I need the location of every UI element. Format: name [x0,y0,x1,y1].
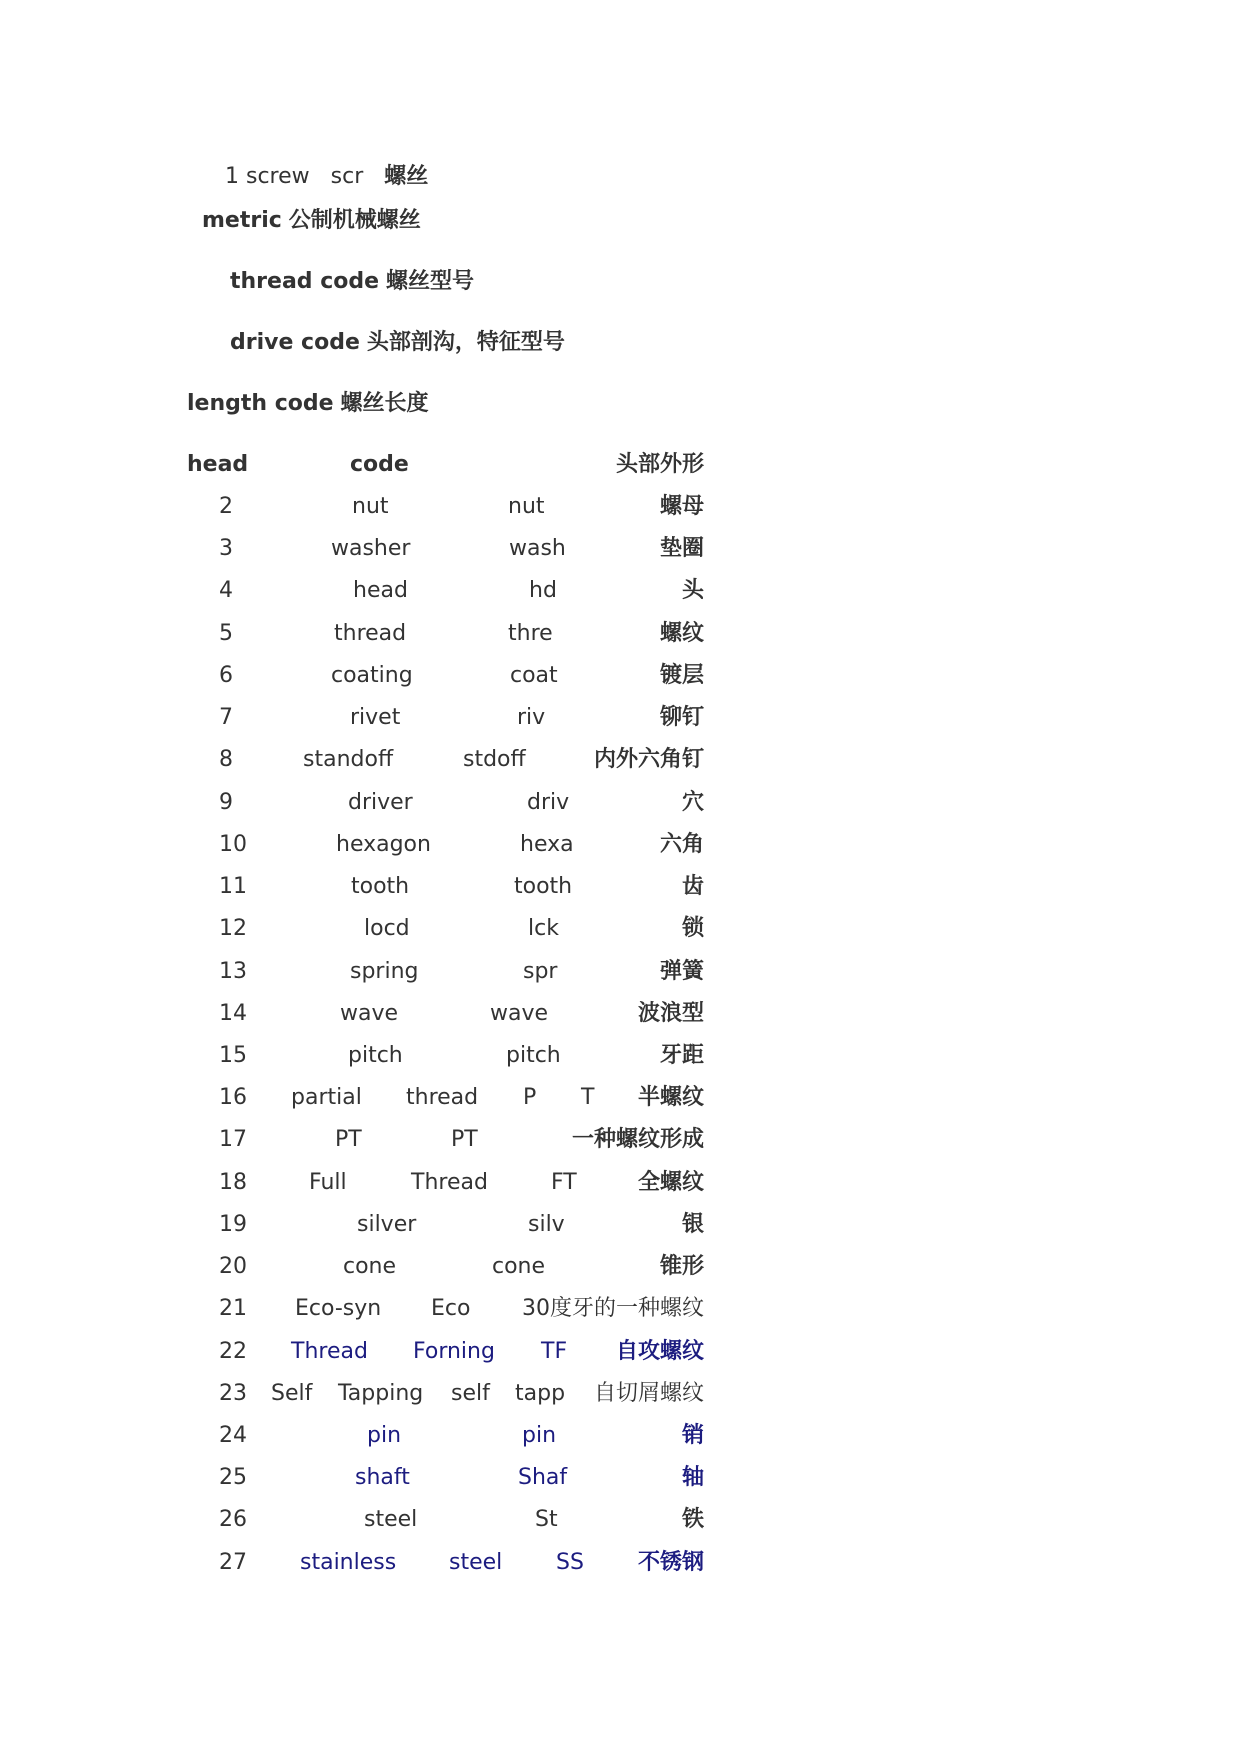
row-word-2: Forning [413,1339,495,1364]
intro-abbr: scr [330,164,364,189]
row-number: 2 [219,494,233,519]
row-number: 19 [219,1212,247,1237]
row-zh: 螺纹 [659,621,704,646]
table-row [0,1003,1240,1031]
row-zh: 自切屑螺纹 [593,1381,704,1406]
table-row [0,1214,1240,1242]
table-row [0,1467,1240,1495]
row-word: Thread [291,1339,368,1364]
table-row [0,1298,1240,1326]
row-number: 9 [219,790,233,815]
row-zh: 轴 [681,1465,704,1490]
row-word: Self [271,1381,313,1406]
row-number: 18 [219,1170,247,1195]
row-zh: 30度牙的一种螺纹 [522,1296,704,1321]
row-zh: 销 [681,1423,704,1448]
row-number: 8 [219,747,233,772]
row-word: standoff [303,747,394,772]
row-abbr: driv [527,790,570,815]
row-word-2: Thread [411,1170,488,1195]
row-number: 3 [219,536,233,561]
table-header [0,454,1240,482]
row-abbr: hd [529,578,557,603]
row-zh: 铁 [681,1507,704,1532]
intro-word: screw [246,164,310,189]
row-abbr: spr [523,959,558,984]
table-row [0,623,1240,651]
row-zh: 锁 [681,916,704,941]
row-word: head [353,578,408,603]
row-number: 10 [219,832,247,857]
row-word-2: thread [406,1085,479,1110]
table-row [0,1425,1240,1453]
row-abbr: thre [508,621,553,646]
intro-number: 1 [225,164,239,189]
row-word: coating [331,663,413,688]
row-zh: 内外六角钉 [593,747,704,772]
row-abbr: riv [517,705,546,730]
row-zh: 不锈钢 [637,1550,704,1575]
row-zh: 头 [681,578,704,603]
table-row [0,1256,1240,1284]
row-number: 4 [219,578,233,603]
row-word: pin [367,1423,402,1448]
row-abbr: coat [510,663,558,688]
row-word: stainless [300,1550,397,1575]
row-word: silver [357,1212,417,1237]
row-abbr: self [451,1381,490,1406]
row-word: Full [309,1170,347,1195]
row-number: 20 [219,1254,247,1279]
row-abbr: lck [528,916,559,941]
row-word: shaft [355,1465,410,1490]
thread-code-label: thread code [230,269,380,294]
row-zh: 铆钉 [659,705,704,730]
row-abbr-2: T [581,1085,595,1110]
row-zh: 半螺纹 [637,1085,704,1110]
row-zh: 锥形 [659,1254,704,1279]
row-word: wave [340,1001,399,1026]
table-row [0,1172,1240,1200]
row-zh: 弹簧 [659,959,704,984]
intro-zh: 螺丝 [384,164,429,189]
thread-code-zh: 螺丝型号 [386,269,475,294]
row-word: steel [364,1507,418,1532]
drive-code-label: drive code [230,330,360,355]
row-abbr: TF [541,1339,568,1364]
intro-line-length-code [187,393,429,415]
row-number: 14 [219,1001,247,1026]
row-number: 22 [219,1339,247,1364]
row-zh: 自攻螺纹 [615,1339,704,1364]
row-number: 17 [219,1127,247,1152]
row-word: pitch [348,1043,403,1068]
table-row [0,538,1240,566]
header-head: head [187,452,249,477]
row-abbr: PT [451,1127,478,1152]
row-abbr: silv [528,1212,565,1237]
table-row [0,1552,1240,1580]
row-number: 6 [219,663,233,688]
row-zh: 螺母 [659,494,704,519]
row-abbr-2: tapp [515,1381,566,1406]
table-row [0,1509,1240,1537]
row-number: 23 [219,1381,247,1406]
row-zh: 全螺纹 [637,1170,704,1195]
row-abbr: cone [492,1254,546,1279]
row-abbr: nut [508,494,545,519]
table-row [0,749,1240,777]
row-abbr: pin [522,1423,557,1448]
row-word: thread [334,621,407,646]
row-number: 27 [219,1550,247,1575]
row-word: locd [364,916,410,941]
row-number: 16 [219,1085,247,1110]
row-number: 21 [219,1296,247,1321]
intro-line-drive-code [230,332,565,354]
drive-code-zh: 头部剖沟，特征型号 [366,330,565,355]
row-abbr: Shaf [518,1465,568,1490]
row-number: 24 [219,1423,247,1448]
row-abbr: wash [509,536,566,561]
row-abbr: Eco [431,1296,471,1321]
table-row [0,792,1240,820]
length-code-zh: 螺丝长度 [340,391,429,416]
table-row [0,665,1240,693]
row-word: cone [343,1254,397,1279]
table-row [0,1087,1240,1115]
intro-line-metric [202,210,421,232]
row-abbr: hexa [520,832,574,857]
table-row [0,1129,1240,1157]
row-number: 13 [219,959,247,984]
row-zh: 牙距 [659,1043,704,1068]
row-word: hexagon [336,832,431,857]
header-code: code [350,452,409,477]
row-word: tooth [351,874,410,899]
table-row [0,961,1240,989]
row-zh: 镀层 [659,663,704,688]
row-number: 7 [219,705,233,730]
row-word-2: steel [449,1550,503,1575]
row-abbr: FT [551,1170,577,1195]
row-word: spring [350,959,419,984]
row-abbr: tooth [514,874,573,899]
table-row [0,496,1240,524]
table-row [0,1341,1240,1369]
row-word: rivet [350,705,401,730]
row-zh: 银 [681,1212,704,1237]
intro-line-screw [225,166,428,188]
table-row [0,1045,1240,1073]
row-abbr: stdoff [463,747,526,772]
row-number: 15 [219,1043,247,1068]
row-zh: 齿 [681,874,704,899]
row-word: driver [348,790,413,815]
row-number: 11 [219,874,247,899]
table-row [0,1383,1240,1411]
row-number: 5 [219,621,233,646]
table-row [0,834,1240,862]
row-zh: 波浪型 [637,1001,704,1026]
row-zh: 六角 [659,832,704,857]
row-word: PT [335,1127,362,1152]
row-abbr: St [535,1507,558,1532]
row-number: 12 [219,916,247,941]
row-zh: 穴 [681,790,704,815]
row-zh: 垫圈 [659,536,704,561]
table-row [0,580,1240,608]
table-row [0,918,1240,946]
table-row [0,876,1240,904]
row-word: Eco-syn [295,1296,382,1321]
header-head-shape: 头部外形 [615,452,704,477]
metric-zh: 公制机械螺丝 [288,208,421,233]
metric-label: metric [202,208,282,233]
length-code-label: length code [187,391,334,416]
row-word: partial [291,1085,362,1110]
row-word-2: Tapping [338,1381,424,1406]
row-abbr: pitch [506,1043,561,1068]
row-word: washer [331,536,411,561]
row-zh: 一种螺纹形成 [571,1127,704,1152]
row-abbr: SS [556,1550,584,1575]
row-number: 25 [219,1465,247,1490]
row-abbr: wave [490,1001,549,1026]
row-number: 26 [219,1507,247,1532]
table-row [0,707,1240,735]
row-word: nut [352,494,389,519]
intro-line-thread-code [230,271,474,293]
row-abbr: P [523,1085,537,1110]
